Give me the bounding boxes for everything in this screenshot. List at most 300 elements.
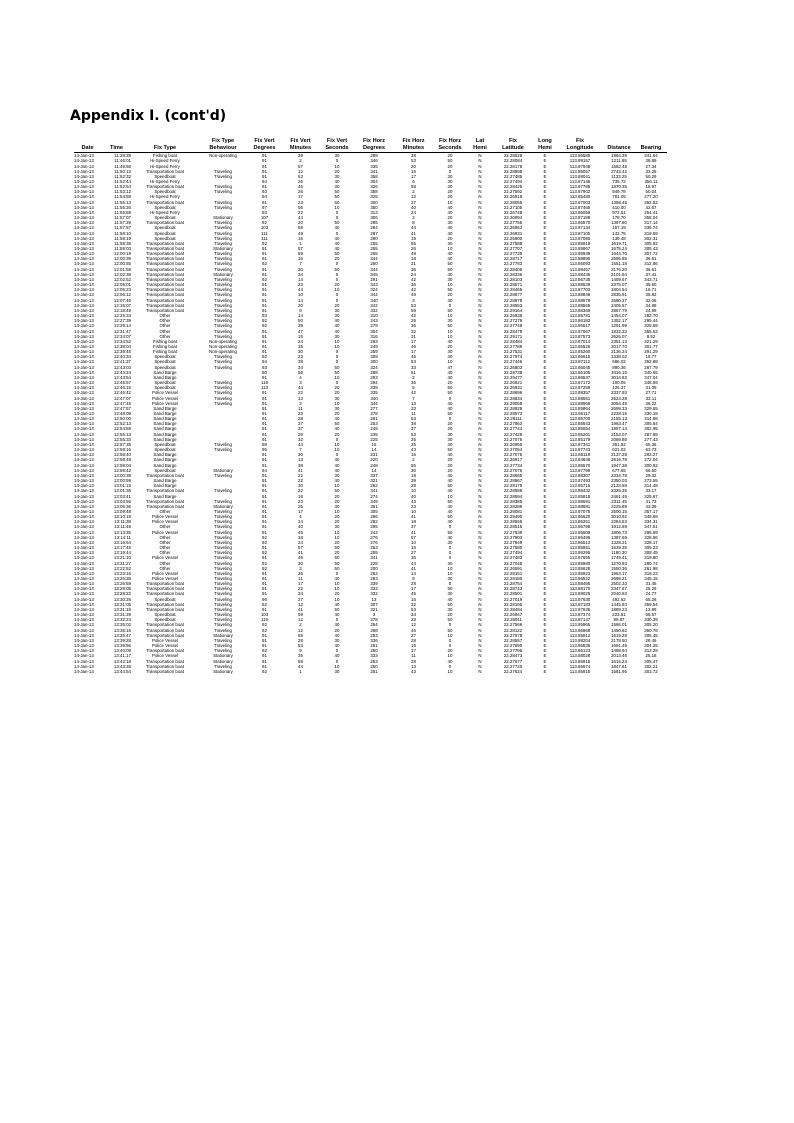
table-cell: 22.28405 [503, 266, 523, 272]
table-cell: 13:31:15 [113, 606, 131, 612]
table-cell: 2069.88 [611, 436, 627, 442]
table-cell: 2013.46 [611, 653, 627, 659]
table-cell: Sand Barge [153, 411, 177, 417]
table-cell: 359.54 [644, 601, 658, 607]
table-cell: 972.51 [612, 209, 626, 215]
table-cell: 14-Jan-13 [74, 596, 94, 602]
table-cell: 1445.84 [611, 601, 627, 607]
table-cell: Traveling [214, 596, 232, 602]
table-cell: 14-Jan-13 [74, 246, 94, 252]
table-cell: 781.05 [612, 194, 626, 200]
table-cell: Traveling [214, 534, 232, 540]
table-cell: 11:54:59 [114, 194, 131, 200]
table-cell: 8.52 [646, 333, 656, 339]
table-cell: 10 [334, 586, 340, 592]
table-cell: N [478, 240, 482, 246]
table-cell: 34.88 [645, 302, 657, 308]
table-cell: Hi-Speed Ferry [150, 209, 180, 215]
table-cell: N [478, 529, 482, 535]
table-cell: 22.27483 [503, 555, 523, 561]
table-cell: 65.26 [645, 596, 657, 602]
table-cell: 330.39 [644, 617, 658, 623]
table-cell: 22.27076 [503, 436, 523, 442]
table-cell: 113.85915 [569, 668, 591, 674]
table-cell: E [543, 519, 547, 525]
table-cell: 12:07:46 [113, 297, 131, 303]
table-cell: Transportation boat [146, 266, 184, 272]
table-cell: E [543, 323, 547, 329]
table-cell: 113.88028 [569, 653, 591, 659]
table-cell: 10 [334, 483, 340, 489]
table-cell: Traveling [214, 400, 232, 406]
table-cell: 1566.01 [611, 622, 627, 628]
table-cell: 12:47:07 [113, 395, 131, 401]
table-cell: 20 [334, 591, 340, 597]
table-cell: 14-Jan-13 [74, 637, 94, 643]
table-cell: 305.92 [644, 240, 658, 246]
table-cell: 272.04 [644, 457, 658, 463]
table-cell: 91 [262, 163, 267, 169]
table-cell: Traveling [214, 643, 232, 649]
table-cell: 10 [334, 374, 340, 380]
table-cell: 9 [299, 307, 302, 313]
table-cell: N [478, 194, 482, 200]
table-cell: 91 [262, 545, 267, 551]
table-cell: 40 [334, 576, 340, 582]
table-cell: 13:22:52 [113, 565, 131, 571]
table-cell: 22.26803 [503, 364, 523, 370]
table-cell: 45 [411, 591, 416, 597]
table-cell: 113.86123 [569, 648, 591, 654]
table-cell: 57 [298, 246, 303, 252]
table-cell: E [543, 416, 547, 422]
table-cell: Traveling [214, 256, 232, 262]
table-cell: 113.86795 [569, 524, 591, 530]
table-cell: 357.17 [644, 508, 658, 514]
table-cell: 16 [411, 452, 416, 458]
table-cell: 12:58:40 [113, 452, 131, 458]
table-cell: Transportation boat [146, 282, 184, 288]
table-cell: N [478, 220, 482, 226]
column-header-top [635, 137, 667, 145]
table-cell: 36 [411, 266, 416, 272]
table-cell: Other [159, 550, 171, 556]
table-cell: 14-Jan-13 [74, 632, 94, 638]
table-cell: 12:06:12 [113, 292, 131, 298]
column-header-top: Fix Vert [254, 137, 275, 144]
table-cell: 91 [262, 256, 267, 262]
table-cell: 10 [334, 663, 340, 669]
table-cell: 46 [411, 343, 416, 349]
table-cell: Transportation boat [146, 663, 184, 669]
table-cell: 0 [448, 622, 452, 628]
table-cell: 1459.57 [611, 276, 627, 282]
table-cell: Traveling [214, 323, 232, 329]
column-header: Hemi [533, 145, 557, 153]
table-cell: 1912.69 [611, 524, 627, 530]
table-cell: 28 [411, 658, 416, 664]
table-cell: 277.20 [644, 194, 658, 200]
table-cell: 22.27783 [503, 261, 523, 267]
table-cell: N [478, 467, 482, 473]
table-cell: 14-Jan-13 [74, 426, 94, 432]
table-cell: 349 [370, 498, 378, 504]
table-cell: 1619.28 [611, 632, 627, 638]
table-cell: 13:35:02 [113, 622, 131, 628]
table-cell: 37 [411, 426, 416, 432]
column-header-top: Fix Horz [402, 137, 425, 144]
table-cell: 55.57 [645, 612, 657, 618]
table-cell: 348.69 [644, 514, 658, 520]
table-cell: 22.27580 [503, 545, 523, 551]
table-cell: 40 [334, 467, 340, 473]
table-cell: 50 [447, 385, 453, 391]
table-cell: Traveling [214, 385, 232, 391]
table-cell: 352.52 [644, 199, 658, 205]
table-cell: 0 [335, 359, 339, 365]
table-cell: 22.27863 [503, 421, 523, 427]
table-cell: N [478, 606, 482, 612]
table-cell: 2502.33 [611, 581, 627, 587]
table-cell: 14-Jan-13 [74, 622, 94, 628]
table-cell: 332 [370, 307, 378, 313]
table-cell: 53 [298, 643, 303, 649]
table-cell: 22.28717 [503, 256, 523, 262]
table-cell: 91 [262, 421, 267, 427]
table-cell: 50 [447, 601, 453, 607]
table-cell: 0 [335, 261, 339, 267]
table-cell: 43 [411, 498, 416, 504]
table-cell: 91 [262, 436, 267, 442]
table-cell: 11:55:26 [114, 204, 131, 210]
table-cell: 113.88041 [569, 173, 591, 179]
table-cell: E [543, 220, 547, 226]
table-cell: 13 [298, 395, 303, 401]
table-cell: 113.86537 [569, 374, 591, 380]
table-cell: 13:28:05 [113, 586, 131, 592]
table-cell: 113.86251 [569, 519, 591, 525]
table-cell: 22.29171 [503, 333, 523, 339]
table-cell: 22.27678 [503, 632, 523, 638]
table-cell: 113.85912 [569, 632, 591, 638]
table-cell: E [543, 591, 547, 597]
table-row [74, 390, 667, 395]
table-cell: 50 [298, 318, 303, 324]
table-cell: Speedboat [154, 359, 176, 365]
table-cell: 22 [298, 209, 303, 215]
table-cell: 30 [447, 431, 453, 437]
table-cell: 41.73 [645, 498, 657, 504]
table-cell: 677.65 [612, 467, 626, 473]
table-cell: Traveling [214, 199, 232, 205]
table-cell: 2699.33 [611, 405, 627, 411]
table-cell: 14-Jan-13 [74, 282, 94, 288]
column-header: Latitude [493, 145, 533, 153]
table-cell: E [543, 390, 547, 396]
table-cell: 13:30:26 [113, 596, 131, 602]
table-cell: 1328.21 [611, 539, 627, 545]
table-cell: N [478, 668, 482, 674]
table-cell: 12:45:57 [113, 380, 131, 386]
table-cell: 91 [262, 297, 267, 303]
table-cell: 12 [298, 617, 303, 623]
table-cell: 12:29:14 [113, 323, 131, 329]
table-cell: 339 [370, 581, 378, 587]
table-cell: Other [159, 545, 171, 551]
table-cell: 113.87112 [569, 359, 591, 365]
table-cell: 310 [370, 313, 378, 319]
table-cell: N [478, 173, 482, 179]
table-cell: 57 [298, 163, 303, 169]
table-cell: 334.31 [644, 519, 658, 525]
table-cell: 14-Jan-13 [74, 612, 94, 618]
table-cell: 278 [370, 617, 378, 623]
table-cell: Traveling [214, 359, 232, 365]
table-cell: 0 [335, 617, 339, 623]
table-cell: 11:49:58 [114, 163, 131, 169]
table-cell: 1387.69 [611, 534, 627, 540]
table-cell: N [478, 271, 482, 277]
table-cell: 12:58:48 [113, 457, 131, 463]
table-cell: E [543, 426, 547, 432]
table-cell: 22.27539 [503, 529, 523, 535]
table-cell: Sand Barge [153, 436, 177, 442]
table-cell: 14 [411, 570, 416, 576]
table-cell: Traveling [214, 498, 232, 504]
table-cell: 119 [261, 617, 268, 623]
table-cell: 283.27 [644, 452, 658, 458]
table-cell: E [543, 400, 547, 406]
table-cell: 1832.33 [611, 328, 627, 334]
table-cell: 279 [370, 323, 378, 329]
table-cell: 16 [298, 256, 303, 262]
table-cell: 13:16:54 [113, 539, 131, 545]
table-cell: 113.88681 [569, 503, 591, 509]
table-cell: 50 [447, 483, 453, 489]
table-cell: 300 [370, 199, 378, 205]
table-cell: 295.59 [644, 529, 658, 535]
table-cell: 50.04 [645, 189, 657, 195]
table-cell: 10 [334, 338, 340, 344]
table-cell: Traveling [214, 472, 232, 478]
table-cell: 22 [298, 472, 303, 478]
table-cell: 317.14 [644, 220, 658, 226]
table-cell: Traveling [214, 328, 232, 334]
table-cell: 22.28594 [503, 493, 523, 499]
table-cell: 14-Jan-13 [74, 555, 94, 561]
table-cell: 30 [298, 349, 303, 355]
table-cell: 14-Jan-13 [74, 307, 94, 313]
table-cell: 14-Jan-13 [74, 452, 94, 458]
table-cell: 12:55:33 [113, 436, 131, 442]
table-cell: E [543, 570, 547, 576]
table-cell: E [543, 508, 547, 514]
table-cell: 30 [298, 452, 303, 458]
table-cell: 92 [262, 318, 267, 324]
table-cell: Transportation boat [146, 271, 184, 277]
table-cell: 282 [370, 519, 378, 525]
table-cell: 22.27624 [503, 668, 523, 674]
table-cell: 50 [334, 545, 340, 551]
table-cell: 30 [447, 349, 453, 355]
table-cell: Sand Barge [153, 457, 177, 463]
table-cell: N [478, 354, 482, 360]
table-cell: 282.70 [644, 313, 658, 319]
table-cell: 17 [411, 349, 416, 355]
table-cell: E [543, 256, 547, 262]
table-cell: 13:44:54 [113, 668, 131, 674]
table-cell: 1629.35 [611, 545, 627, 551]
table-cell: 98 [262, 441, 267, 447]
table-cell: 22.28754 [503, 581, 523, 587]
table-cell: 111 [261, 230, 268, 236]
table-cell: 22.27494 [503, 178, 523, 184]
table-cell: 20 [334, 498, 340, 504]
table-cell: 50 [447, 390, 453, 396]
table-cell: 12:43:54 [113, 374, 131, 380]
table-cell: 113.85915 [569, 658, 591, 664]
table-cell: 91 [262, 302, 267, 308]
table-cell: 2136.24 [611, 349, 627, 355]
table-cell: 113 [261, 385, 268, 391]
table-cell: 24 [411, 209, 416, 215]
table-cell: 341 [370, 168, 378, 174]
table-cell: 20 [447, 421, 453, 427]
table-cell: 30 [334, 405, 340, 411]
table-cell: 113.88691 [569, 498, 591, 504]
table-cell: 38 [298, 359, 303, 365]
table-cell: 93 [262, 189, 267, 195]
table-cell: 91 [262, 333, 267, 339]
table-cell: 22.27019 [503, 596, 523, 602]
table-cell: N [478, 447, 482, 453]
table-cell: 22.28665 [503, 472, 523, 478]
table-cell: 2101.94 [611, 271, 627, 277]
table-cell: E [543, 586, 547, 592]
table-cell: 113.85815 [569, 493, 591, 499]
table-cell: 27 [411, 550, 416, 556]
table-cell: Traveling [214, 240, 232, 246]
table-cell: 2137.28 [611, 452, 627, 458]
table-cell: 13:17:45 [113, 545, 131, 551]
table-row [74, 261, 667, 266]
table-cell: 12:50:00 [113, 416, 131, 422]
table-cell: 40 [334, 323, 340, 329]
table-cell: 33.25 [645, 168, 657, 174]
table-cell: 44 [411, 225, 416, 231]
table-cell: 14-Jan-13 [74, 204, 94, 210]
table-cell: 10 [447, 632, 453, 638]
table-cell: Speedboat [154, 189, 176, 195]
table-cell: 113.85781 [569, 313, 591, 319]
table-cell: 113.85201 [569, 431, 591, 437]
table-cell: 14-Jan-13 [74, 251, 94, 257]
table-cell: E [543, 380, 547, 386]
table-cell: 41 [411, 514, 416, 520]
table-cell: 3 [372, 612, 376, 618]
table-cell: Traveling [214, 606, 232, 612]
table-cell: 254.41 [644, 209, 658, 215]
table-cell: N [478, 178, 482, 184]
table-cell: 113.86570 [569, 220, 591, 226]
table-cell: 91 [262, 416, 267, 422]
table-cell: 12:25:34 [113, 313, 131, 319]
table-cell: 113.85118 [569, 452, 591, 458]
table-cell: 113.87630 [569, 596, 591, 602]
table-cell: 113.86183 [569, 318, 591, 324]
table-cell: 17 [411, 173, 416, 179]
table-cell: 40 [334, 416, 340, 422]
table-cell: 14 [298, 313, 303, 319]
table-cell: 94 [262, 359, 267, 365]
table-cell: Fishing boat [153, 338, 177, 344]
table-cell: 22.29164 [503, 307, 523, 313]
table-cell: 22.27849 [503, 539, 523, 545]
table-cell: 294 [370, 380, 378, 386]
table-cell: 30 [334, 472, 340, 478]
table-cell: 12:05:01 [113, 282, 131, 288]
table-row [74, 200, 667, 205]
table-cell: 22.28528 [503, 153, 523, 159]
table-cell: 260 [370, 261, 378, 267]
table-cell: 305.64 [644, 421, 658, 427]
table-cell: 14-Jan-13 [74, 400, 94, 406]
table-cell: 30 [447, 560, 453, 566]
table-cell: 14-Jan-13 [74, 508, 94, 514]
table-cell: 410.00 [612, 204, 626, 210]
table-cell: 22.28573 [503, 411, 523, 417]
table-cell: 11:52:32 [114, 173, 131, 179]
table-cell: 25.18 [645, 653, 657, 659]
table-cell: 50 [447, 266, 453, 272]
table-cell: 10 [334, 447, 340, 453]
table-cell: N [478, 302, 482, 308]
table-cell: 0 [335, 297, 339, 303]
table-cell: E [543, 483, 547, 489]
column-header: Seconds [320, 145, 354, 153]
table-cell: N [478, 246, 482, 252]
table-cell: 92 [262, 627, 267, 633]
column-header: Seconds [433, 145, 467, 153]
table-cell: 14-Jan-13 [74, 395, 94, 401]
table-cell: 22.27734 [503, 462, 523, 468]
table-cell: 17 [298, 508, 303, 514]
table-cell: 1 [299, 240, 302, 246]
table-cell: N [478, 483, 482, 489]
table-cell: Traveling [214, 235, 232, 241]
table-cell: 113.85939 [569, 251, 591, 257]
table-cell: 358.04 [644, 215, 658, 221]
table-cell: 46 [411, 627, 416, 633]
table-cell: 22.27588 [503, 240, 523, 246]
table-cell: N [478, 478, 482, 484]
table-cell: 113.87188 [569, 215, 591, 221]
table-cell: 0 [448, 581, 452, 587]
table-cell: Traveling [214, 508, 232, 514]
table-cell: 14-Jan-13 [74, 209, 94, 215]
table-cell: 22.28385 [503, 498, 523, 504]
table-cell: 94 [262, 467, 267, 473]
table-row [74, 298, 667, 303]
table-cell: 2337.93 [611, 390, 627, 396]
table-cell: Hi-Speed Ferry [150, 194, 180, 200]
table-cell: 243 [370, 529, 378, 535]
table-cell: 287.79 [644, 364, 658, 370]
table-cell: 287.89 [644, 431, 658, 437]
table-cell: E [543, 163, 547, 169]
table-cell: 50.29 [645, 173, 657, 179]
table-cell: 14-Jan-13 [74, 462, 94, 468]
